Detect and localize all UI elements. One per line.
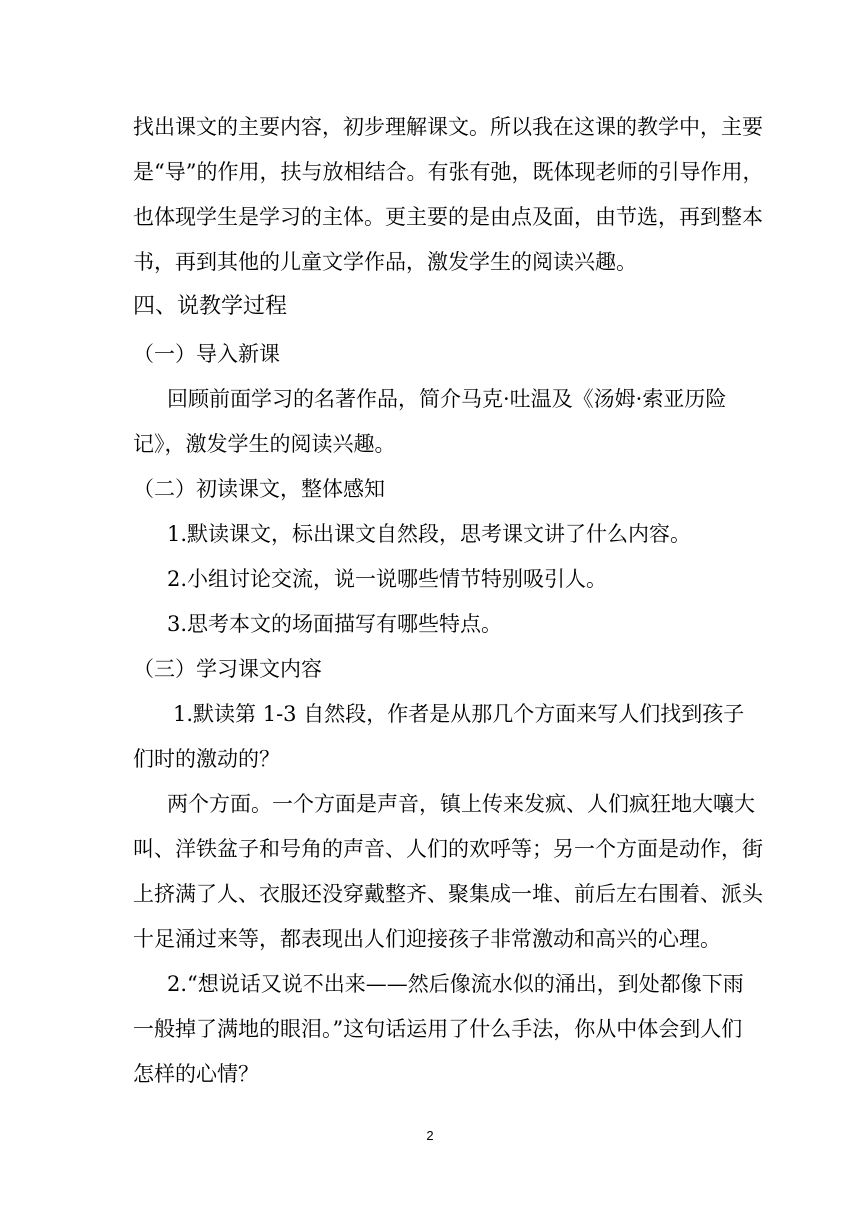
list-item: 1.默读课文，标出课文自然段，思考课文讲了什么内容。 bbox=[167, 522, 692, 546]
question-line: 2.“想说话又说不出来——然后像流水似的涌出，到处都像下雨 bbox=[167, 972, 744, 996]
question-line: 1.默读第 1-3 自然段，作者是从那几个方面来写人们找到孩子 bbox=[173, 702, 745, 726]
paragraph-line: 上挤满了人、衣服还没穿戴整齐、聚集成一堆、前后左右围着、派头 bbox=[133, 882, 763, 906]
question-line: 一般掉了满地的眼泪。”这句话运用了什么手法，你从中体会到人们 bbox=[133, 1017, 743, 1041]
page-number: 2 bbox=[426, 1128, 434, 1143]
subsection-heading: （一）导入新课 bbox=[133, 342, 280, 366]
subsection-heading: （二）初读课文，整体感知 bbox=[133, 477, 385, 501]
paragraph-line: 找出课文的主要内容，初步理解课文。所以我在这课的教学中，主要 bbox=[133, 115, 763, 139]
paragraph-line: 记》，激发学生的阅读兴趣。 bbox=[133, 432, 396, 456]
paragraph-line: 叫、洋铁盆子和号角的声音、人们的欢呼等；另一个方面是动作，街 bbox=[133, 837, 763, 861]
subsection-heading: （三）学习课文内容 bbox=[133, 657, 322, 681]
question-line: 们时的激动的？ bbox=[133, 747, 280, 771]
paragraph-line: 是“导”的作用，扶与放相结合。有张有弛，既体现老师的引导作用， bbox=[133, 160, 764, 184]
paragraph-line: 回顾前面学习的名著作品，简介马克·吐温及《汤姆·索亚历险 bbox=[167, 387, 727, 411]
paragraph-line: 两个方面。一个方面是声音，镇上传来发疯、人们疯狂地大嚷大 bbox=[167, 792, 755, 816]
paragraph-line: 也体现学生是学习的主体。更主要的是由点及面，由节选，再到整本 bbox=[133, 205, 763, 229]
question-line: 怎样的心情？ bbox=[133, 1062, 259, 1086]
list-item: 3.思考本文的场面描写有哪些特点。 bbox=[167, 612, 503, 636]
paragraph-line: 十足涌过来等，都表现出人们迎接孩子非常激动和高兴的心理。 bbox=[133, 927, 721, 951]
list-item: 2.小组讨论交流，说一说哪些情节特别吸引人。 bbox=[167, 567, 608, 591]
section-heading: 四、说教学过程 bbox=[133, 294, 288, 319]
paragraph-line: 书，再到其他的儿童文学作品，激发学生的阅读兴趣。 bbox=[133, 250, 637, 274]
